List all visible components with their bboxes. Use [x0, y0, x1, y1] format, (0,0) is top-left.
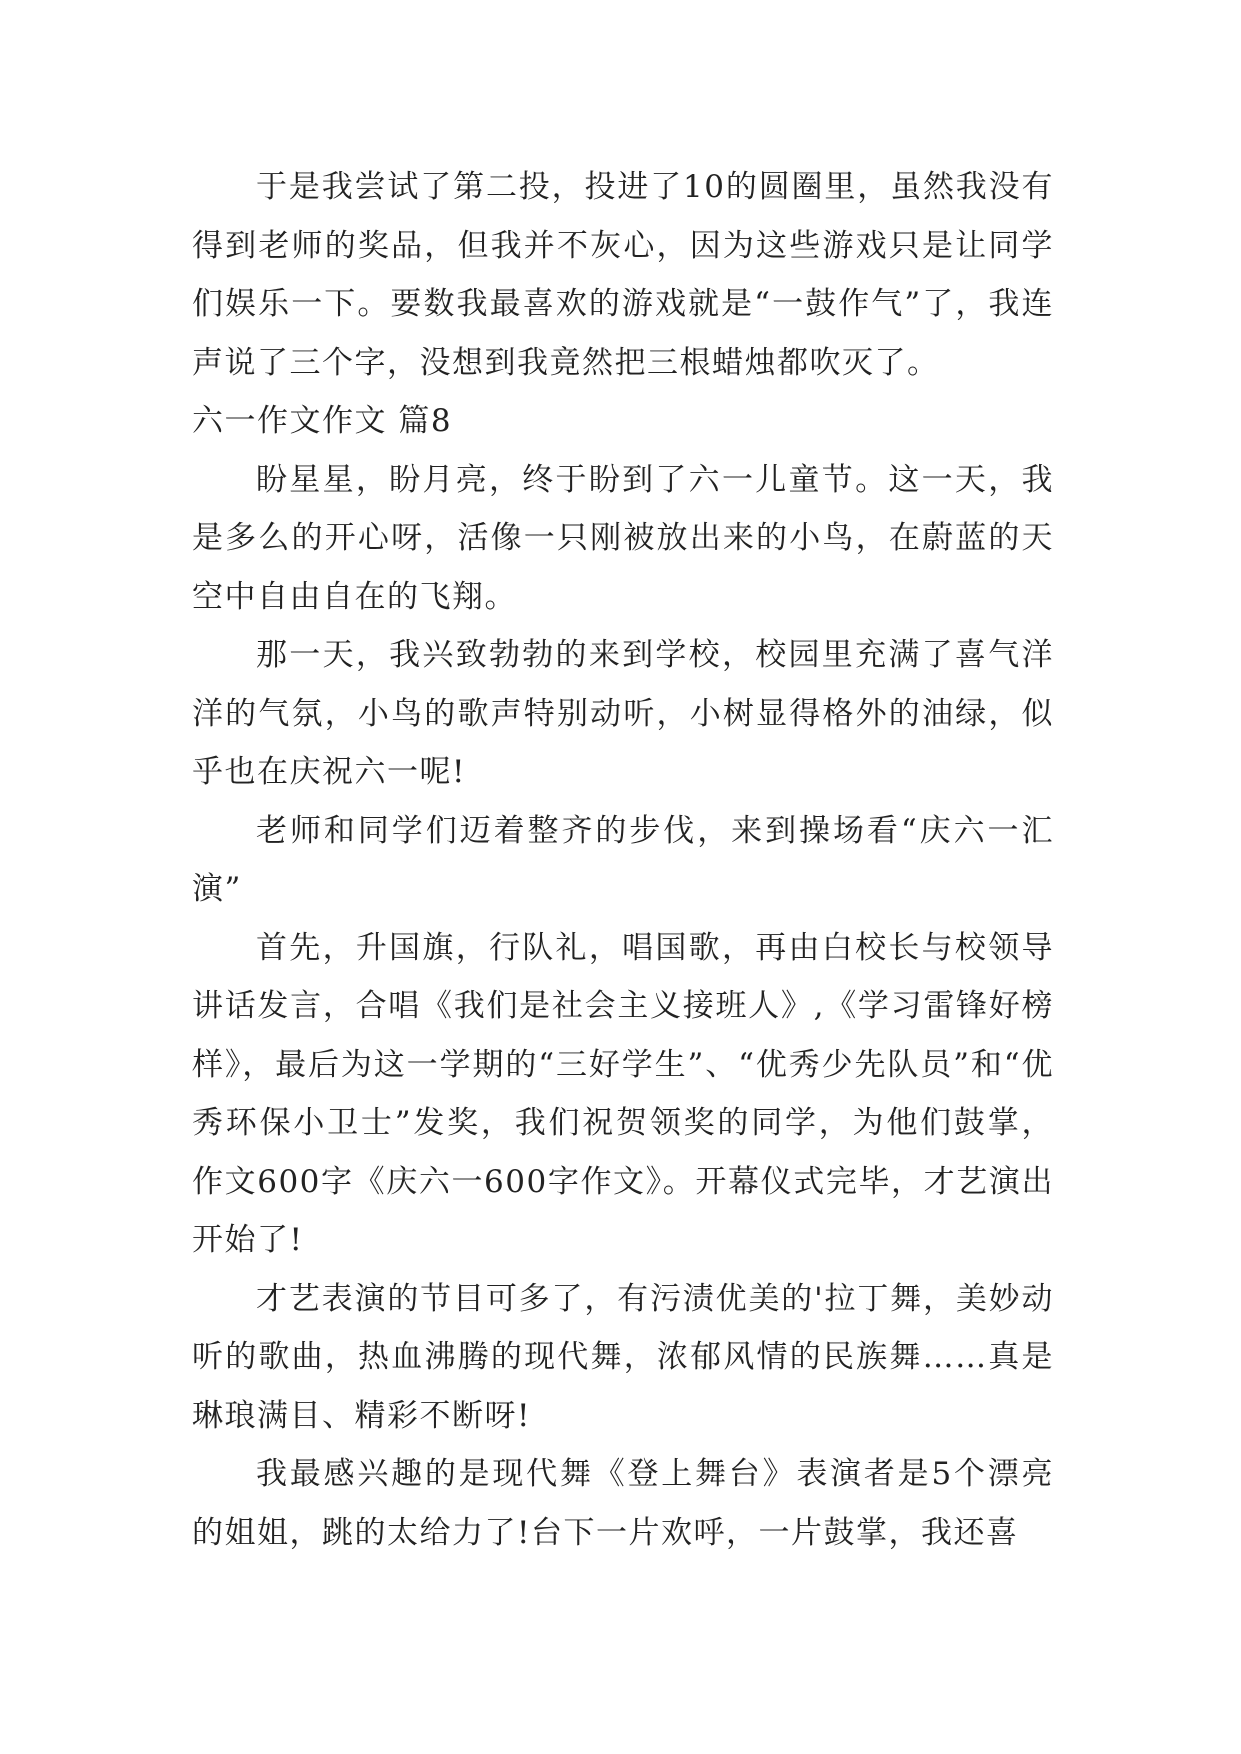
- paragraph: 那一天，我兴致勃勃的来到学校，校园里充满了喜气洋洋的气氛，小鸟的歌声特别动听，小树显得格外的油绿，似乎也在庆祝六一呢!: [192, 637, 1054, 790]
- section-heading: 六一作文作文 篇8: [192, 403, 453, 439]
- paragraph: 于是我尝试了第二投，投进了10的圆圈里，虽然我没有得到老师的奖品，但我并不灰心，因为这些游戏只是让同学们娱乐一下。要数我最喜欢的游戏就是“一鼓作气”了，我连声说了三个字，没想到我竟然把三根蜡烛都吹灭了。: [192, 169, 1054, 381]
- paragraph: 盼星星，盼月亮，终于盼到了六一儿童节。这一天，我是多么的开心呀，活像一只刚被放出来的小鸟，在蔚蓝的天空中自由自在的飞翔。: [192, 461, 1054, 615]
- paragraph: 才艺表演的节目可多了，有污渍优美的'拉丁舞，美妙动听的歌曲，热血沸腾的现代舞，浓郁风情的民族舞……真是琳琅满目、精彩不断呀!: [192, 1280, 1054, 1434]
- document-body: [192, 158, 1054, 1562]
- paragraph: 首先，升国旗，行队礼，唱国歌，再由白校长与校领导讲话发言，合唱《我们是社会主义接班人》,《学习雷锋好榜样》，最后为这一学期的“三好学生”、“优秀少先队员”和“优秀环保小卫士”发奖，我们祝贺领奖的同学，为他们鼓掌，作文600字《庆六一600字作文》。开幕仪式完毕，才艺演出开始了!: [192, 929, 1054, 1258]
- paragraph: 老师和同学们迈着整齐的步伐，来到操场看“庆六一汇演”: [192, 812, 1054, 907]
- paragraph: 我最感兴趣的是现代舞《登上舞台》表演者是5个漂亮的姐姐，跳的太给力了!台下一片欢呼，一片鼓掌，我还喜: [192, 1456, 1054, 1551]
